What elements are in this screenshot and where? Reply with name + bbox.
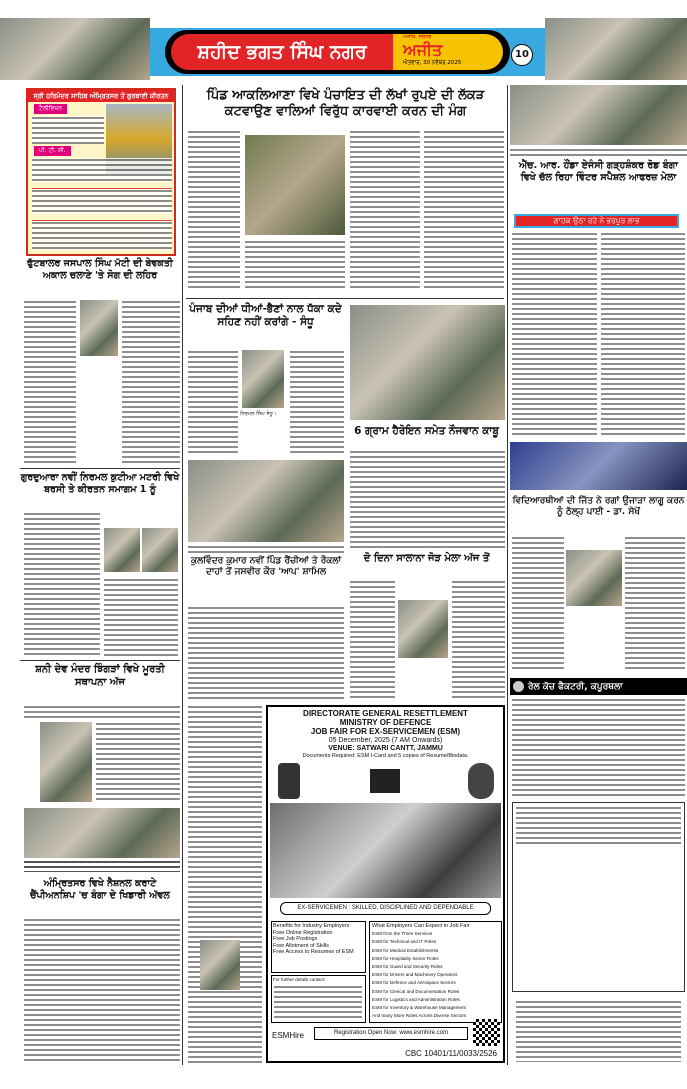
ad-venue: VENUE: SATWARI CANTT, JAMMU: [328, 744, 443, 752]
page-number: 10: [511, 44, 533, 66]
portrait-photo: [200, 940, 240, 990]
esmhire-logo: ESMHire: [272, 1031, 305, 1040]
group-photo: [188, 460, 344, 542]
navy-emblem-icon: [278, 763, 300, 799]
statue-photo: [0, 18, 150, 80]
rcf-tender-header: [510, 678, 687, 695]
promo-title: ਸ੍ਰੀ ਹਰਿਮੰਦਰ ਸਾਹਿਬ ਅੰਮ੍ਰਿਤਸਰ ਤੋਂ ਗੁਰਬਾਣੀ ਕੀਰਤਨ: [28, 90, 174, 102]
headline-honda: ਐੱਚ. ਆਰ. ਹੌਂਡਾ ਏਜੰਸੀ ਗੜ੍ਹਸ਼ੰਕਰ ਰੋਡ ਬੰਗਾ ਵਿਖੇ ਚੱਲ ਰਿਹਾ ਵਿੰਟਰ ਸਪੈਸ਼ਲ ਆਫਰਜ਼ ਮੇਲਾ: [519, 160, 678, 183]
footballer-photo: [80, 300, 118, 356]
issue-date: ਐਤਵਾਰ, 30 ਨਵੰਬਰ 2025: [403, 60, 462, 66]
masthead: [165, 30, 510, 74]
ad-code: CBC 10401/11/0033/2526: [405, 1049, 497, 1058]
headline-aap: ਕੁਲਵਿੰਦਰ ਕੁਮਾਰ ਨਵੀਂ ਪਿੰਡ ਰੈਂਚੀਆਂ ਤੇ ਰੌਕਲਾਂ ਦਾਹਾਂ ਤੋਂ ਜਸਵੀਰ ਕੌਰ 'ਆਪ' ਸ਼ਾਮਿਲ: [190, 556, 342, 578]
benefits-box: [271, 921, 366, 973]
sekhon-photo: [566, 550, 622, 606]
masthead-region: ਸ਼ਹੀਦ ਭਗਤ ਸਿੰਘ ਨਗਰ: [197, 41, 367, 63]
sant-photo-1: [104, 528, 140, 572]
brand-logo: ਅਜੀਤ: [403, 40, 443, 59]
karate-caption: [24, 860, 180, 872]
benefit-item: Free Access to Resumes of ESM: [273, 949, 354, 956]
landscape-photo: [545, 18, 687, 80]
promo-tag-ptc: ਪੀ. ਟੀ. ਸੀ.: [34, 146, 71, 156]
rcf-tender-title: ਰੇਲ ਕੋਚ ਫੈਕਟਰੀ, ਕਪੂਰਥਲਾ: [528, 681, 623, 692]
contact-box: [271, 975, 366, 1023]
headline-barsi: ਗੁਰਦੁਆਰਾ ਨਵੀਂ ਨਿਰਮਲ ਕੁਟੀਆ ਮਟਰੀ ਵਿਖੇ ਬਰਸੀ ਤੇ ਕੀਰਤਨ ਸਮਾਗਮ 1 ਨੂੰ: [20, 472, 180, 495]
qr-code-icon[interactable]: [473, 1019, 500, 1046]
army-emblem-icon: [370, 769, 400, 793]
sant-photo-2: [142, 528, 178, 572]
expect-item: ESM for Clerical and Documentation Roles: [372, 988, 460, 994]
benefit-item: Free Online Registration: [273, 929, 333, 936]
contact-title: For further details contact:: [273, 977, 326, 982]
gurbani-promo: [26, 88, 176, 256]
ad-tagline: EX-SERVICEMEN : SKILLED, DISCIPLINED AND DEPENDABLE: [280, 902, 491, 915]
benefit-item: Free Allotment of Skills: [273, 942, 329, 949]
expect-item: And many More Roles Across Diverse Sectors: [372, 1013, 467, 1019]
expect-item: ESM for Guard and Security Roles: [372, 964, 443, 970]
expect-item: ESM for Defence and Aerospace Sectors: [372, 980, 456, 986]
expect-item: ESM for Logistics and Administration Roles: [372, 996, 460, 1002]
students-photo: [510, 442, 687, 490]
headline-footballer: ਫੁੱਟਬਾਲਰ ਜਸਪਾਲ ਸਿੰਘ ਮੱਟੀ ਦੀ ਬੇਵਕਤੀ ਅਕਾਲ ਚਲਾਣੇ 'ਤੇ ਸੋਗ ਦੀ ਲਹਿਰ: [27, 258, 173, 281]
sandhu-photo: [242, 350, 284, 408]
karate-photo: [24, 808, 180, 858]
ad-ministry: MINISTRY OF DEFENCE: [339, 718, 432, 728]
ad-date: 05 December, 2025 (7 AM Onwards): [328, 736, 443, 744]
headline-students: ਵਿਦਿਆਰਥੀਆਂ ਦੀ ਜਿੱਤ ਨੇ ਰਗਾਂ ਉਜਾੜਾ ਲਾਗੂ ਕਰਨ ਨੂੰ ਠੱਲ੍ਹ ਪਾਈ - ਡਾ. ਸੇਖੋਂ: [512, 496, 685, 518]
expect-item: ESM for Technical and IT Roles: [372, 939, 437, 945]
expect-item: ESM from the Three Services: [372, 931, 433, 937]
benefit-item: Free Job Postings: [273, 936, 318, 943]
brand-subtitle: ਅਜੀਤ, ਜਲੰਧਰ: [403, 34, 432, 40]
headline-karate: ਅੰਮ੍ਰਿਤਸਰ ਵਿਖੇ ਨੈਸ਼ਨਲ ਕਰਾਟੇ ਚੈਂਪੀਅਨਸ਼ਿਪ 'ਚ ਬੰਗਾ ਦੇ ਖਿਡਾਰੀ ਅੱਵਲ: [30, 878, 170, 901]
military-photo: [270, 803, 501, 898]
expect-title: What Employers Can Expect in Job Fair: [372, 923, 470, 929]
expect-box: [369, 921, 502, 1023]
airforce-emblem-icon: [468, 763, 494, 799]
headline-heroin: 6 ਗ੍ਰਾਮ ਹੈਰੋਇਨ ਸਮੇਤ ਨੌਜਵਾਨ ਕਾਬੂ: [354, 425, 499, 437]
headline-jor-mela: ਦੋ ਦਿਨਾ ਸਾਲਾਨਾ ਜੋੜ ਮੇਲਾ ਅੱਜ ਤੋਂ: [363, 553, 490, 564]
rcf-logo-icon: [513, 681, 524, 692]
ad-org: DIRECTORATE GENERAL RESETTLEMENT: [303, 709, 468, 718]
elder-photo: [398, 600, 448, 658]
lumber-photo: [245, 135, 345, 235]
expect-item: ESM for Hospitality Sector Roles: [372, 955, 439, 961]
registration-link[interactable]: Registration Open Now: www.esmhire.com: [314, 1027, 468, 1040]
headline-shani-mandir: ਸ਼ਨੀ ਦੇਵ ਮੰਦਰ ਝਿੰਗੜਾਂ ਵਿਖੇ ਮੂਰਤੀ ਸਥਾਪਨਾ ਅੱਜ: [35, 664, 165, 688]
lead-headline: ਪਿੰਡ ਆਕਲਿਆਣਾ ਵਿਖੇ ਪੰਚਾਇਤ ਦੀ ਲੱਖਾਂ ਰੁਪਏ ਦੀ ਲੱਕੜ ਕਟਵਾਉਣ ਵਾਲਿਆਂ ਵਿਰੁੱਧ ਕਾਰਵਾਈ ਕਰਨ ਦੀ ਮੰਗ: [206, 88, 485, 120]
ad-title: JOB FAIR FOR EX-SERVICEMEN (ESM): [310, 727, 461, 737]
esm-job-fair-ad: [266, 705, 505, 1063]
murti-photo: [40, 722, 92, 802]
expect-item: ESM for Drivers and Machinery Operators: [372, 972, 458, 978]
expect-item: ESM for Medical Establishments: [372, 947, 439, 953]
honda-team-photo: [510, 85, 687, 145]
expect-item: ESM for Inventory & Warehouse Management: [372, 1005, 466, 1011]
promo-tag-tv: ਟੈਲੀਵਿਜ਼ਨ: [34, 104, 67, 114]
ad-docs: Documents Required: ESM I-Card and 5 copies of Resume/Biodata.: [302, 752, 469, 759]
police-photo: [350, 305, 505, 420]
headline-sandhu: ਪੰਜਾਬ ਦੀਆਂ ਧੀਆਂ-ਭੈਣਾਂ ਨਾਲ ਧੱਕਾ ਕਦੇ ਸਹਿਣ ਨਹੀਂ ਕਰਾਂਗੇ - ਸੰਧੂ: [189, 303, 342, 329]
offer-banner: ਗਾਹਕ ਉਠਾ ਰਹੇ ਨੇ ਭਰਪੂਰ ਲਾਭ: [514, 214, 679, 228]
benefits-title: Benefits for Industry Employers: [273, 923, 350, 929]
sandhu-caption: ਨਿਰਮਲ ਸਿੰਘ ਸੰਧੂ।: [240, 411, 277, 417]
